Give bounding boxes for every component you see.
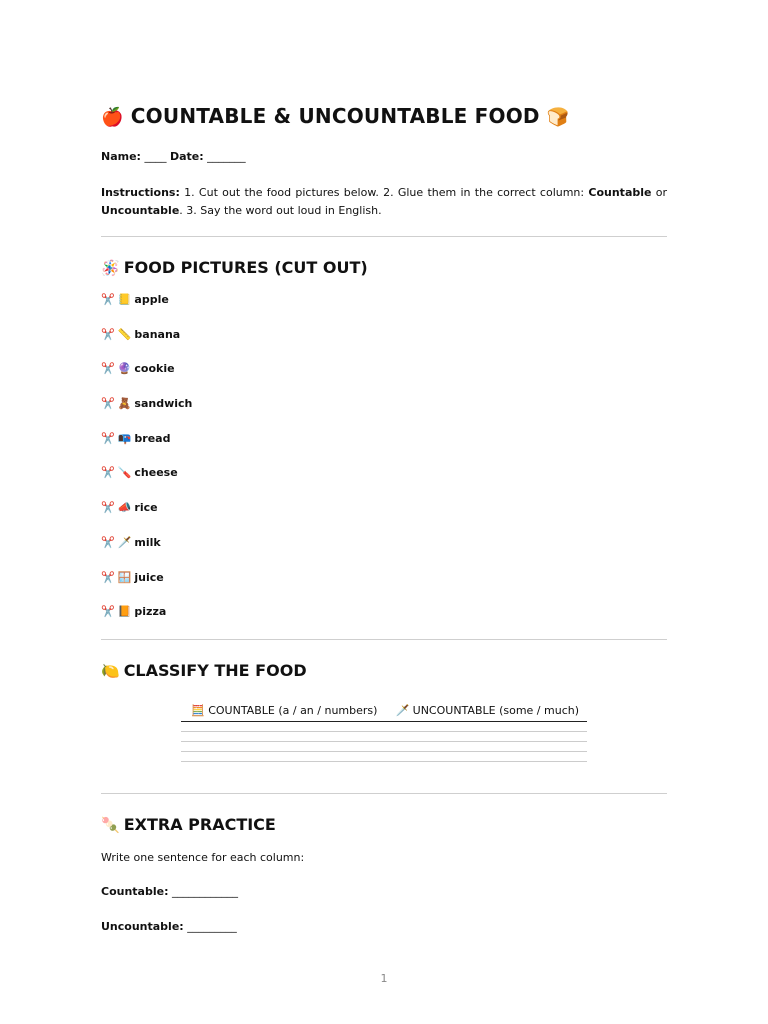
section-title-text: EXTRA PRACTICE	[123, 815, 276, 834]
scissors-icon: ✂️	[101, 431, 115, 445]
food-item-apple	[101, 293, 192, 328]
food-picture-list	[101, 293, 192, 640]
uncountable-sentence-line	[101, 920, 237, 933]
section-title-text: CLASSIFY THE FOOD	[123, 661, 307, 680]
section-title-pictures	[101, 258, 368, 277]
instructions-text-2: . 3. Say the word out loud in English.	[179, 203, 382, 217]
bread-icon: 🍞	[546, 107, 570, 128]
instructions	[101, 184, 667, 219]
food-emoji-icon: 🪟	[117, 570, 132, 584]
scissors-icon: ✂️	[101, 362, 115, 376]
table-cell	[181, 722, 385, 732]
food-item-milk	[101, 536, 192, 571]
instructions-or: or	[651, 186, 667, 199]
food-label: juice	[134, 570, 164, 584]
table-cell	[181, 752, 385, 762]
food-emoji-icon: 📏	[117, 327, 132, 341]
scissors-icon: ✂️	[101, 501, 115, 515]
uncountable-header-text: UNCOUNTABLE (some / much)	[412, 704, 579, 717]
table-cell	[385, 752, 587, 762]
instructions-label: Instructions:	[101, 186, 180, 199]
uncountable-column-header	[385, 700, 587, 722]
date-blank: _______	[207, 150, 246, 163]
food-emoji-icon: 🔮	[117, 362, 132, 376]
scissors-icon: ✂️	[101, 397, 115, 411]
scissors-icon: ✂️	[101, 605, 115, 619]
divider	[101, 236, 667, 237]
food-label: rice	[134, 501, 158, 515]
lemon-icon: 🍋	[101, 662, 120, 680]
food-item-juice	[101, 571, 192, 606]
food-emoji-icon: 📣	[117, 501, 132, 515]
food-label: cookie	[134, 362, 175, 376]
food-label: apple	[134, 293, 169, 306]
abacus-icon: 🧮	[191, 704, 205, 717]
countable-sentence-blank: ____________	[171, 885, 238, 898]
uncountable-sentence-blank: _________	[187, 920, 237, 933]
table-row	[181, 752, 587, 762]
food-item-sandwich	[101, 397, 192, 432]
classify-table	[181, 700, 587, 762]
food-label: banana	[134, 327, 181, 341]
section-title-text: FOOD PICTURES (CUT OUT)	[123, 258, 368, 277]
name-label: Name:	[101, 150, 141, 163]
food-emoji-icon: 📭	[117, 431, 132, 445]
section-title-classify	[101, 661, 307, 680]
food-item-pizza	[101, 605, 192, 640]
scissors-icon: ✂️	[101, 535, 115, 549]
table-row	[181, 732, 587, 742]
food-emoji-icon: 📒	[117, 293, 132, 306]
countable-term: Countable	[588, 186, 652, 199]
pinata-icon: 🪅	[101, 259, 120, 277]
countable-header-text: COUNTABLE (a / an / numbers)	[208, 704, 378, 717]
food-emoji-icon: 📙	[117, 605, 132, 619]
food-label: sandwich	[134, 397, 193, 411]
food-emoji-icon: 🗡️	[117, 535, 132, 549]
apple-icon: 🍎	[101, 107, 124, 128]
instructions-text-1: 1. Cut out the food pictures below. 2. Glue them in the correct column:	[179, 186, 589, 199]
food-emoji-icon: 🧸	[117, 397, 132, 411]
countable-sentence-line	[101, 885, 238, 898]
food-emoji-icon: 🪛	[117, 466, 132, 480]
divider	[101, 639, 667, 640]
uncountable-sentence-label: Uncountable:	[101, 920, 184, 933]
scissors-icon: ✂️	[101, 293, 115, 306]
page-title-text: COUNTABLE & UNCOUNTABLE FOOD	[130, 104, 540, 128]
name-date-line	[101, 150, 246, 163]
scissors-icon: ✂️	[101, 466, 115, 480]
extra-prompt: Write one sentence for each column:	[101, 851, 305, 864]
table-row	[181, 722, 587, 732]
countable-sentence-label: Countable:	[101, 885, 169, 898]
scissors-icon: ✂️	[101, 570, 115, 584]
page-title	[101, 104, 570, 128]
food-label: bread	[134, 431, 171, 445]
uncountable-term: Uncountable	[101, 203, 180, 217]
table-cell	[385, 722, 587, 732]
food-item-banana	[101, 328, 192, 363]
food-item-cheese	[101, 466, 192, 501]
dagger-icon: 🗡️	[395, 704, 410, 717]
table-row	[181, 742, 587, 752]
countable-column-header	[181, 700, 385, 722]
name-blank: ____	[144, 150, 167, 163]
scissors-icon: ✂️	[101, 327, 115, 341]
table-cell	[385, 732, 587, 742]
table-cell	[181, 742, 385, 752]
food-label: pizza	[134, 605, 167, 619]
food-label: milk	[134, 535, 161, 549]
food-label: cheese	[134, 466, 178, 480]
page-number: 1	[380, 972, 388, 985]
section-title-extra	[101, 815, 276, 834]
food-item-rice	[101, 501, 192, 536]
food-item-cookie	[101, 362, 192, 397]
table-cell	[385, 742, 587, 752]
date-label: Date:	[169, 150, 204, 163]
dango-icon: 🍡	[101, 816, 120, 834]
table-cell	[181, 732, 385, 742]
divider	[101, 793, 667, 794]
food-item-bread	[101, 432, 192, 467]
